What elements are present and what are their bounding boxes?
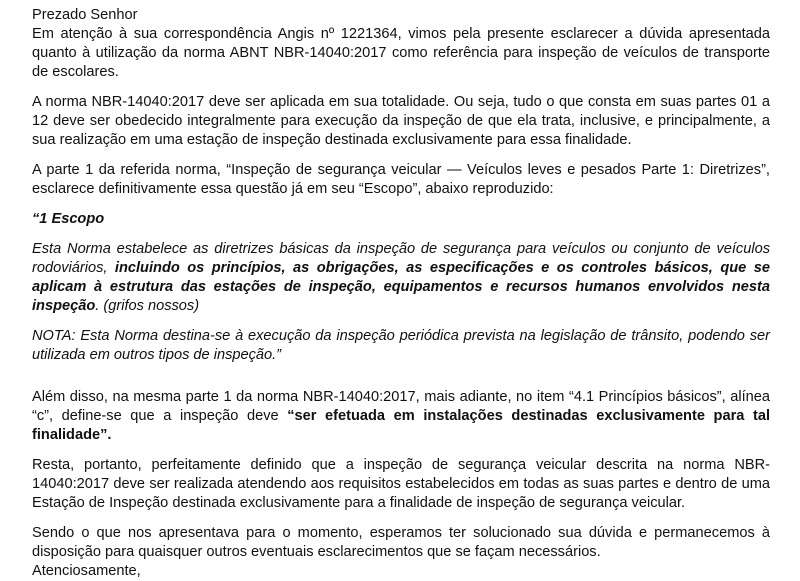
quote-scope-start: Esta Norma estabelece as diretrizes básicas da inspeção de segurança para veículos ou conjunto de veículos rodoviários,: [32, 241, 770, 276]
paragraph-4-emphasis: “ser efetuada em instalações destinadas exclusivamente para tal finalidade”: [32, 408, 771, 443]
paragraph-4-text: Além disso, na mesma parte 1 da norma NBR-14040:2017, mais adiante, no item “4.1 Princípios básicos”, alínea “c”, define-se que a inspeção deve: [32, 389, 770, 424]
paragraph-3: A parte 1 da referida norma, “Inspeção de segurança veicular — Veículos leves e pesados Parte 1: Diretrizes”, esclarece definitivamente essa questão já em seu “Escopo”, abaixo reproduzido:: [32, 162, 770, 197]
quote-heading: “1 Escopo: [32, 211, 105, 227]
paragraph-5: Resta, portanto, perfeitamente definido que a inspeção de segurança veicular descrita na norma NBR-14040:2017 deve ser realizada atendendo aos requisitos estabelecidos em todas as suas partes e dentro de uma Estação de Inspeção destinada exclusivamente para a finalidade de inspeção de segurança veicular.: [32, 457, 770, 511]
quote-scope-end: . (grifos nossos): [95, 298, 200, 314]
quote-scope-emphasis: incluindo os princípios, as obrigações, as especificações e os controles básicos, que se aplicam à estrutura das estações de inspeção, equipamentos e recursos humanos envolvidos nesta inspeção: [32, 260, 770, 314]
quote-scope-text: [32, 240, 770, 316]
paragraph-1: Em atenção à sua correspondência Angis nº 1221364, vimos pela presente esclarecer a dúvida apresentada quanto à utilização da norma ABNT NBR-14040:2017 como referência para inspeção de veículos de transporte de escolares.: [32, 26, 770, 80]
paragraph-2: A norma NBR-14040:2017 deve ser aplicada em sua totalidade. Ou seja, tudo o que consta em suas partes 01 a 12 deve ser obedecido integralmente para execução da inspeção de que ela trata, inclusive, e principalmente, a sua realização em uma estação de inspeção destinada exclusivamente para essa finalidade.: [32, 94, 770, 148]
closing: Atenciosamente,: [32, 563, 141, 579]
paragraph-6: Sendo o que nos apresentava para o momento, esperamos ter solucionado sua dúvida e permanecemos à disposição para quaisquer outros eventuais esclarecimentos que se façam necessários.: [32, 525, 770, 560]
paragraph-4: [32, 388, 770, 445]
greeting: Prezado Senhor: [32, 7, 138, 23]
quote-note: NOTA: Esta Norma destina-se à execução da inspeção periódica prevista na legislação de trânsito, podendo ser utilizada em outros tipos de inspeção.”: [32, 328, 770, 363]
paragraph-4-end: .: [107, 427, 112, 443]
